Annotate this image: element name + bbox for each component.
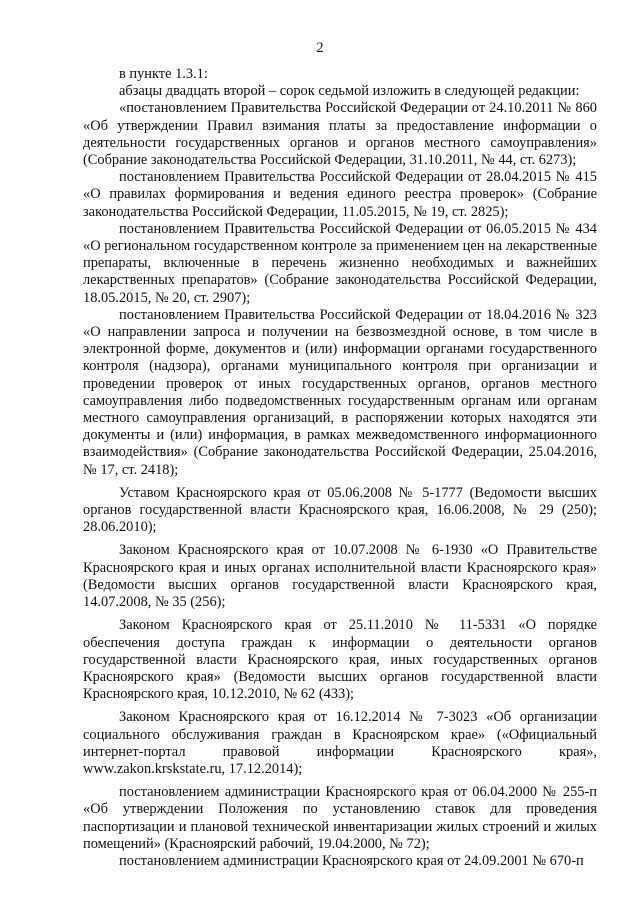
paragraph: Законом Красноярского края от 10.07.2008 № 6-1930 «О Правительстве Красноярского края и иных органах исполнительной власти Красноярского края» (Ведомости высших органов государственной власти Красноярского края, 14.07.2008, № 35 (256); bbox=[83, 542, 597, 611]
paragraph: Законом Красноярского края от 25.11.2010 № 11-5331 «О порядке обеспечения доступа граждан к информации о деятельности органов государственной власти Красноярского края, иных государственных органов Красноярского края» (Ведомости высших органов государственной власти Красноярского края, 10.12.2010, № 62 (433); bbox=[83, 617, 597, 703]
paragraph: постановлением администрации Красноярского края от 06.04.2000 № 255-п «Об утверждении Положения по установлению ставок для проведения паспортизации и плановой технической инвентаризации жилых строений и жилых помещений» (Красноярский рабочий, 19.04.2000, № 72); bbox=[83, 784, 597, 852]
paragraph: постановлением администрации Красноярского края от 24.09.2001 № 670-п bbox=[119, 852, 584, 869]
page-number: 2 bbox=[316, 40, 324, 56]
paragraph: постановлением Правительства Российской Федерации от 18.04.2016 № 323 «О направлении запроса и получении на безвозмездной основе, в том числе в электронной форме, документов и (или) информации органами государственного контроля (надзора), органами муниципального контроля при организации и проведении проверок от иных государственных органов, органов местного самоуправления либо подведомственных государственным органам или органам местного самоуправления организаций, в распоряжении которых находятся эти документы и (или) информация, в рамках межведомственного информационного взаимодействия» (Собрание законодательства Российской Федерации, 25.04.2016, № 17, ст. 2418); bbox=[83, 306, 597, 478]
paragraph: «постановлением Правительства Российской Федерации от 24.10.2011 № 860 «Об утверждении Правил взимания платы за предоставление информации о деятельности государственных органов и органов местного самоуправления» (Собрание законодательства Российской Федерации, 31.10.2011, № 44, ст. 6273); bbox=[83, 100, 597, 169]
paragraph: абзацы двадцать второй – сорок седьмой изложить в следующей редакции: bbox=[119, 83, 580, 100]
paragraph: Законом Красноярского края от 16.12.2014 № 7-3023 «Об организации социального обслуживания граждан в Красноярском крае» («Официальный интернет-портал правовой информации Красноярского края», www.zakon.krskstate.ru, 17.12.2014); bbox=[83, 709, 597, 777]
paragraph: постановлением Правительства Российской Федерации от 28.04.2015 № 415 «О правилах формирования и ведения единого реестра проверок» (Собрание законодательства Российской Федерации, 11.05.2015, № 19, ст. 2825); bbox=[83, 169, 597, 220]
paragraph: в пункте 1.3.1: bbox=[119, 66, 208, 82]
paragraph: постановлением Правительства Российской Федерации от 06.05.2015 № 434 «О региональном государственном контроле за применением цен на лекарственные препараты, включенные в перечень жизненно необходимых и важнейших лекарственных препаратов» (Собрание законодательства Российской Федерации, 18.05.2015, № 20, ст. 2907); bbox=[83, 220, 597, 306]
paragraph: Уставом Красноярского края от 05.06.2008 № 5-1777 (Ведомости высших органов государственной власти Красноярского края, 16.06.2008, № 29 (250); 28.06.2010); bbox=[83, 484, 597, 536]
document-body bbox=[83, 66, 597, 870]
